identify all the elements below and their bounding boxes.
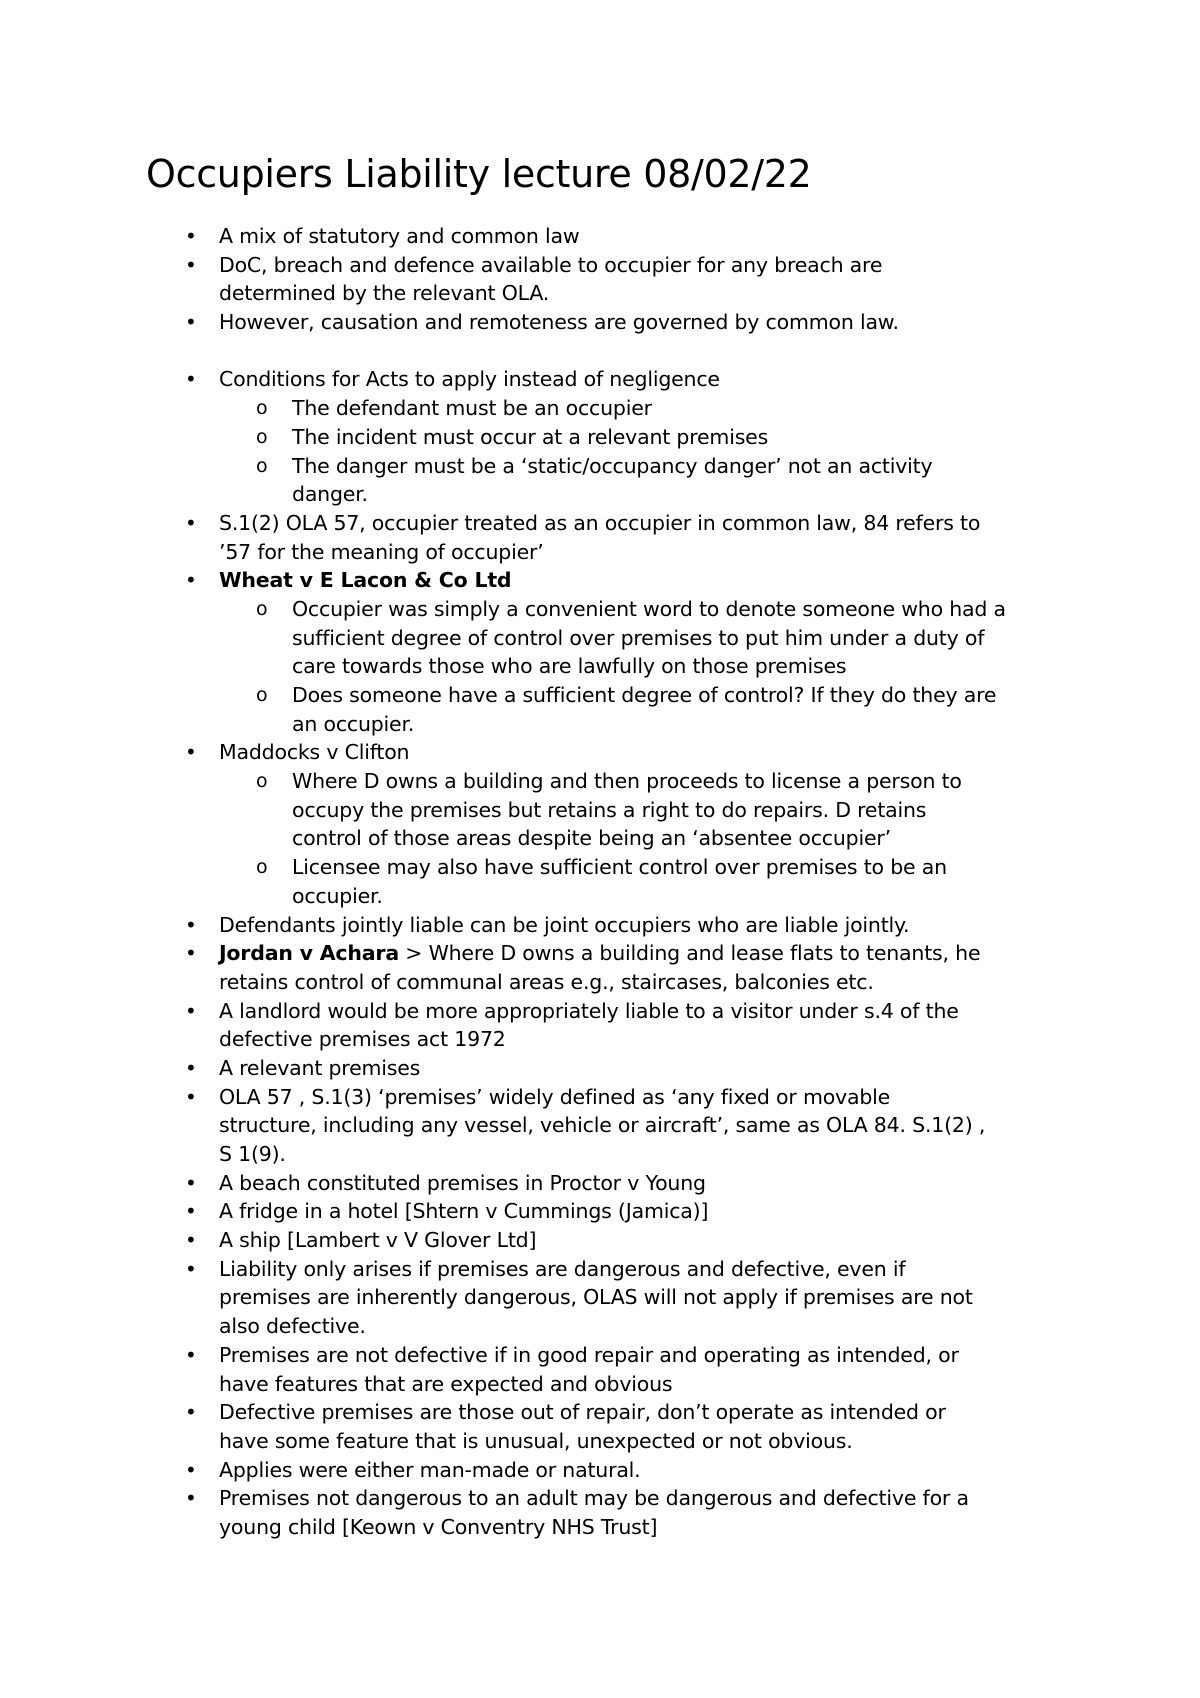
- page-title: Occupiers Liability lecture 08/02/22: [146, 152, 812, 196]
- list-item: [0, 997, 1200, 1026]
- sub-bullet-icon: o: [256, 684, 268, 706]
- bullet-icon: •: [185, 367, 197, 392]
- sub-list-item-text: danger.: [292, 482, 368, 507]
- list-item-continuation: [0, 1140, 1200, 1169]
- list-item: [0, 251, 1200, 280]
- case-name: [219, 566, 511, 595]
- list-item: [0, 1456, 1200, 1485]
- list-item: [0, 1083, 1200, 1112]
- list-item-text: have some feature that is unusual, unexpected or not obvious.: [219, 1428, 853, 1453]
- list-item: [0, 1255, 1200, 1284]
- sub-list-item-text: The incident must occur at a relevant premises: [292, 424, 769, 449]
- sub-list-item: [0, 681, 1200, 710]
- bullet-icon: •: [185, 1228, 197, 1253]
- sub-list-item-text: The danger must be a ‘static/occupancy danger’ not an activity: [292, 453, 933, 478]
- list-item-text: A relevant premises: [219, 1055, 421, 1080]
- sub-list-item: [0, 853, 1200, 882]
- list-item: [0, 1054, 1200, 1083]
- list-item-text: A ship [Lambert v V Glover Ltd]: [219, 1228, 537, 1253]
- sub-list-item-continuation: [0, 796, 1200, 825]
- bullet-icon: •: [185, 1256, 197, 1281]
- list-item-text: DoC, breach and defence available to occupier for any breach are: [219, 252, 883, 277]
- list-item-text: structure, including any vessel, vehicle or aircraft’, same as OLA 84. S.1(2) ,: [219, 1113, 986, 1138]
- list-item-continuation: [0, 968, 1200, 997]
- bullet-icon: •: [185, 1457, 197, 1482]
- list-item-continuation: [0, 1513, 1200, 1542]
- list-item-text: have features that are expected and obvious: [219, 1371, 673, 1396]
- sub-bullet-icon: o: [256, 397, 268, 420]
- list-item-text: Premises not dangerous to an adult may be dangerous and defective for a: [219, 1486, 969, 1511]
- bullet-icon: •: [185, 1055, 197, 1080]
- bullet-icon: •: [185, 941, 197, 966]
- list-item-text: However, causation and remoteness are governed by common law.: [219, 310, 899, 335]
- list-item: [0, 365, 1200, 394]
- sub-list-item-continuation: [0, 480, 1200, 509]
- list-item-text: retains control of communal areas e.g., staircases, balconies etc.: [219, 969, 874, 994]
- sub-list-item-text: Licensee may also have sufficient control over premises to be an: [292, 855, 947, 880]
- bullet-icon: •: [185, 1170, 197, 1195]
- bullet-icon: •: [185, 740, 197, 765]
- list-item-text: OLA 57 , S.1(3) ‘premises’ widely defined as ‘any fixed or movable: [219, 1084, 891, 1109]
- list-item-text: A mix of statutory and common law: [219, 224, 580, 248]
- sub-list-item-continuation: [0, 710, 1200, 739]
- list-item: [0, 1169, 1200, 1198]
- list-item-text: A landlord would be more appropriately liable to a visitor under s.4 of the: [219, 998, 959, 1023]
- sub-bullet-icon: o: [256, 597, 268, 620]
- list-item: [0, 911, 1200, 940]
- list-item-text: Defendants jointly liable can be joint occupiers who are liable jointly.: [219, 912, 910, 937]
- list-item: [0, 1398, 1200, 1427]
- sub-list-item-text: sufficient degree of control over premises to put him under a duty of: [292, 625, 985, 650]
- list-item: [0, 939, 1200, 968]
- list-item-text: S 1(9).: [219, 1142, 286, 1166]
- list-item-text: A beach constituted premises in Proctor v Young: [219, 1170, 706, 1195]
- notes-list: [0, 222, 1200, 1542]
- sub-bullet-icon: o: [256, 454, 268, 477]
- bullet-icon: •: [185, 252, 197, 277]
- bullet-icon: •: [185, 224, 197, 248]
- list-item-continuation: [0, 1111, 1200, 1140]
- list-item-text: defective premises act 1972: [219, 1027, 506, 1052]
- sub-list-item-text: an occupier.: [292, 711, 415, 736]
- spacer: [0, 337, 1200, 366]
- list-item-text-rest: > Where D owns a building and lease flats to tenants, he: [398, 941, 981, 966]
- bullet-icon: •: [185, 1084, 197, 1109]
- bullet-icon: •: [185, 1199, 197, 1224]
- sub-list-item: [0, 595, 1200, 624]
- sub-list-item: [0, 767, 1200, 796]
- list-item-continuation: [0, 1312, 1200, 1341]
- list-item-continuation: [0, 1427, 1200, 1456]
- list-item: [0, 1341, 1200, 1370]
- list-item-text: Premises are not defective if in good repair and operating as intended, or: [219, 1342, 959, 1367]
- list-item-continuation: [0, 1283, 1200, 1312]
- list-item-text: Liability only arises if premises are dangerous and defective, even if: [219, 1256, 906, 1281]
- list-item-text: Defective premises are those out of repair, don’t operate as intended or: [219, 1400, 946, 1425]
- sub-list-item-continuation: [0, 824, 1200, 853]
- list-item: [0, 222, 1200, 251]
- list-item-text: Applies were either man-made or natural.: [219, 1457, 641, 1482]
- list-item-text: A fridge in a hotel [Shtern v Cummings (Jamica)]: [219, 1199, 709, 1224]
- list-item: [0, 1226, 1200, 1255]
- bullet-icon: •: [185, 310, 197, 335]
- list-item: [0, 509, 1200, 538]
- sub-list-item-continuation: [0, 882, 1200, 911]
- sub-list-item: [0, 423, 1200, 452]
- sub-list-item-text: Where D owns a building and then proceeds to license a person to: [292, 769, 962, 794]
- sub-list-item-text: The defendant must be an occupier: [292, 396, 652, 421]
- sub-bullet-icon: o: [256, 856, 268, 879]
- sub-list-item-text: control of those areas despite being an ‘absentee occupier’: [292, 826, 891, 851]
- bullet-icon: •: [185, 1342, 197, 1367]
- list-item-text: also defective.: [219, 1314, 366, 1339]
- list-item: [0, 308, 1200, 337]
- sub-list-item-continuation: [0, 652, 1200, 681]
- list-item-continuation: [0, 538, 1200, 567]
- list-item-text: young child [Keown v Conventry NHS Trust]: [219, 1514, 658, 1539]
- case-name-bold: Wheat v E Lacon & Co Ltd: [219, 568, 512, 593]
- list-item: [0, 1197, 1200, 1226]
- list-item-text: premises are inherently dangerous, OLAS will not apply if premises are not: [219, 1285, 973, 1310]
- sub-list-item-text: care towards those who are lawfully on those premises: [292, 654, 847, 679]
- list-item: [0, 1484, 1200, 1513]
- list-item: [0, 566, 1200, 595]
- bullet-icon: •: [185, 568, 197, 593]
- list-item-text: [219, 939, 980, 968]
- list-item-continuation: [0, 1370, 1200, 1399]
- sub-bullet-icon: o: [256, 770, 268, 793]
- sub-list-item-continuation: [0, 624, 1200, 653]
- sub-list-item-text: Does someone have a sufficient degree of control? If they do they are: [292, 683, 997, 707]
- sub-list-item: [0, 452, 1200, 481]
- bullet-icon: •: [185, 1486, 197, 1511]
- list-item: [0, 738, 1200, 767]
- bullet-icon: •: [185, 912, 197, 937]
- bullet-icon: •: [185, 1400, 197, 1425]
- bullet-icon: •: [185, 510, 197, 535]
- bullet-icon: •: [185, 998, 197, 1023]
- list-item-text: determined by the relevant OLA.: [219, 281, 550, 306]
- list-item-continuation: [0, 1025, 1200, 1054]
- list-item-text: S.1(2) OLA 57, occupier treated as an occupier in common law, 84 refers to: [219, 510, 981, 535]
- sub-list-item: [0, 394, 1200, 423]
- case-name-bold: Jordan v Achara: [219, 941, 399, 966]
- list-item-text: Conditions for Acts to apply instead of negligence: [219, 367, 720, 392]
- list-item-text: Maddocks v Clifton: [219, 740, 410, 765]
- list-item-continuation: [0, 279, 1200, 308]
- list-item-text: ’57 for the meaning of occupier’: [219, 539, 544, 564]
- sub-bullet-icon: o: [256, 425, 268, 448]
- sub-list-item-text: occupy the premises but retains a right to do repairs. D retains: [292, 797, 927, 822]
- sub-list-item-text: occupier.: [292, 883, 383, 908]
- sub-list-item-text: Occupier was simply a convenient word to denote someone who had a: [292, 596, 1006, 621]
